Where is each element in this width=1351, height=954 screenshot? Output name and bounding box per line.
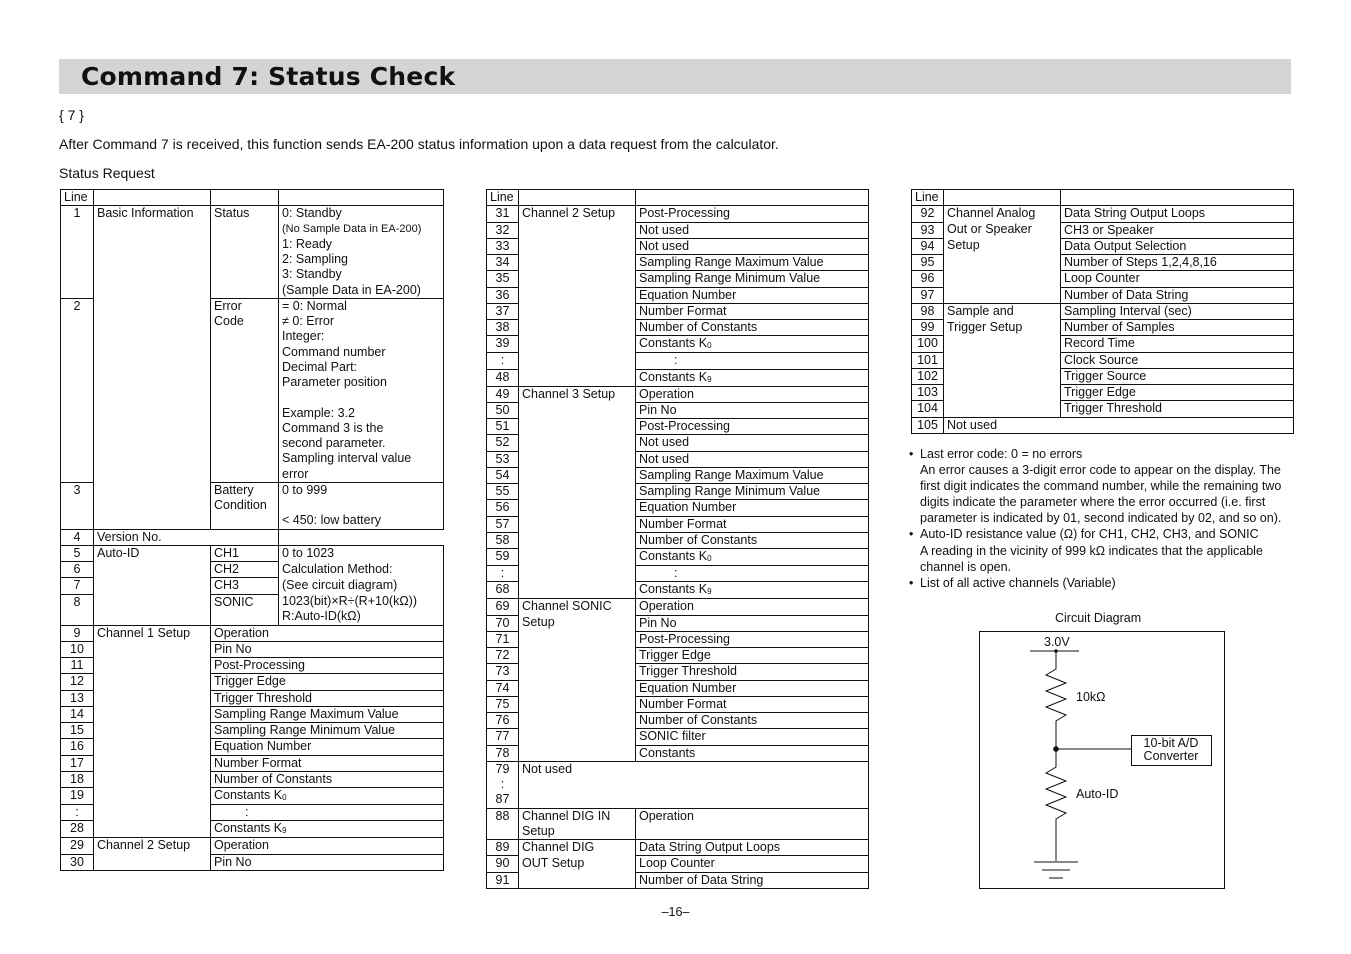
value-text: 1023(bit)×R÷(R+10(kΩ)) <box>279 594 444 609</box>
line-number: 55 <box>487 484 519 500</box>
item-label: Battery <box>211 482 279 498</box>
value-text: Operation <box>636 808 869 840</box>
line-number: 9 <box>61 625 94 641</box>
line-number: 29 <box>61 838 94 854</box>
value-text: Constants K0 <box>636 336 869 353</box>
value-text: Operation <box>636 386 869 402</box>
line-number: 48 <box>487 369 519 386</box>
line-number: 13 <box>61 690 94 706</box>
circuit-diagram-label: Circuit Diagram <box>1055 611 1142 625</box>
item-label: Version No. <box>94 529 279 545</box>
value-text: Pin No <box>211 641 444 657</box>
line-number: 74 <box>487 680 519 696</box>
line-number: 30 <box>61 854 94 870</box>
line-number: 101 <box>912 352 944 368</box>
value-text: Number Format <box>636 516 869 532</box>
group-label <box>519 729 636 745</box>
group-label <box>519 713 636 729</box>
value-text: Pin No <box>636 615 869 631</box>
page-title: Command 7: Status Check <box>81 62 456 91</box>
value-text: Trigger Edge <box>1061 385 1294 401</box>
value-text: Sampling Interval (sec) <box>1061 303 1294 319</box>
value-text: Calculation Method: <box>279 562 444 578</box>
value-text: Trigger Threshold <box>211 690 444 706</box>
line-number: 91 <box>487 872 519 888</box>
line-number: 59 <box>487 549 519 566</box>
status-table-1 <box>60 189 444 871</box>
line-number: 58 <box>487 532 519 548</box>
value-text: Not used <box>636 435 869 451</box>
item-label: Condition <box>211 498 279 513</box>
value-text: ≠ 0: Error <box>279 314 444 329</box>
group-label: OUT Setup <box>519 856 636 872</box>
line-number: 1 <box>61 206 94 299</box>
value-text: second parameter. <box>279 436 444 451</box>
group-label <box>944 271 1061 287</box>
value-text: : <box>636 566 869 582</box>
line-number: 90 <box>487 856 519 872</box>
value-text: Post-Processing <box>211 658 444 674</box>
line-number: 75 <box>487 696 519 712</box>
resistor-label: 10kΩ <box>1076 690 1106 704</box>
value-text: Not used <box>636 238 869 254</box>
value-text: Data String Output Loops <box>636 840 869 856</box>
line-number: 77 <box>487 729 519 745</box>
value-text: Pin No <box>636 402 869 418</box>
group-label <box>519 664 636 680</box>
line-number: 98 <box>912 303 944 319</box>
line-number: 97 <box>912 287 944 303</box>
item-label: Code <box>211 314 279 482</box>
group-label: Basic Information <box>94 206 211 529</box>
value-text: 3: Standby <box>279 267 444 282</box>
value-text: Equation Number <box>636 500 869 516</box>
value-text: Not used <box>636 451 869 467</box>
line-number: 76 <box>487 713 519 729</box>
line-number: 17 <box>61 755 94 771</box>
value-text: 0 to 1023 <box>279 545 444 561</box>
line-number: 50 <box>487 402 519 418</box>
group-label: Channel DIG <box>519 840 636 856</box>
group-label <box>944 368 1061 384</box>
group-label: Channel 1 Setup <box>94 625 211 838</box>
value-text: SONIC filter <box>636 729 869 745</box>
line-number: : <box>487 777 519 792</box>
line-number: 99 <box>912 320 944 336</box>
line-number: 70 <box>487 615 519 631</box>
line-number: : <box>487 353 519 369</box>
line-number: 88 <box>487 808 519 840</box>
line-number: 39 <box>487 336 519 353</box>
group-label: Channel 2 Setup <box>94 838 211 871</box>
group-label <box>519 648 636 664</box>
subscript: 9 <box>282 826 287 836</box>
value-text: Number Format <box>211 755 444 771</box>
line-number: 51 <box>487 419 519 435</box>
value-text: 1: Ready <box>279 237 444 252</box>
group-label: Setup <box>519 615 636 631</box>
bullet: • <box>909 575 914 590</box>
value-text: Loop Counter <box>1061 271 1294 287</box>
value-text: Trigger Edge <box>636 648 869 664</box>
line-number: 28 <box>61 821 94 838</box>
value-text: Number of Data String <box>636 872 869 888</box>
bullet: • <box>909 527 914 542</box>
line-number: 102 <box>912 368 944 384</box>
line-number: 105 <box>912 417 944 433</box>
subscript: 9 <box>707 374 712 384</box>
note-body: A reading in the vicinity of 999 kΩ indicates that the applicable channel is open. <box>920 543 1263 574</box>
line-number: 2 <box>61 298 94 482</box>
group-label <box>944 352 1061 368</box>
line-header: Line <box>912 190 944 206</box>
group-label: Setup <box>519 824 636 840</box>
value-text: Number Format <box>636 696 869 712</box>
value-text: Operation <box>211 625 444 641</box>
value-text: Number of Constants <box>636 713 869 729</box>
line-number: 104 <box>912 401 944 417</box>
value-text: Data String Output Loops <box>1061 206 1294 222</box>
group-label: Channel DIG IN <box>519 808 636 824</box>
value-text: : <box>211 805 444 821</box>
line-number: 4 <box>61 529 94 545</box>
value-text: Constants <box>636 745 869 761</box>
line-number: 72 <box>487 648 519 664</box>
line-number: 35 <box>487 271 519 287</box>
circuit-diagram <box>979 631 1225 889</box>
value-text: Sampling Range Minimum Value <box>636 484 869 500</box>
group-label: Channel SONIC <box>519 599 636 615</box>
value-text: Sampling interval value <box>279 451 444 466</box>
notes <box>909 446 1299 591</box>
item-label: Status <box>211 206 279 299</box>
value-text: Sampling Range Minimum Value <box>211 723 444 739</box>
note-body: An error causes a 3-digit error code to appear on the display. The first digit indicates the command number, while the remaining two digits indicate the parameter where the error occurred (i.e. first parameter is indicated by 01, second indicated by 02, and so on). <box>920 463 1282 526</box>
value-text: Example: 3.2 <box>279 406 444 421</box>
voltage-label: 3.0V <box>1044 635 1070 649</box>
value-text: Equation Number <box>211 739 444 755</box>
note-title: Auto-ID resistance value (Ω) for CH1, CH2, CH3, and SONIC <box>920 527 1259 542</box>
subscript: 0 <box>707 554 712 563</box>
description: After Command 7 is received, this function sends EA-200 status information upon a data request from the calculator. <box>59 136 779 152</box>
item-label: CH2 <box>211 562 279 578</box>
value-text: Equation Number <box>636 287 869 303</box>
value-text: Number of Samples <box>1061 320 1294 336</box>
line-number: 87 <box>487 792 519 808</box>
group-label <box>519 745 636 761</box>
value-text: Constants K0 <box>211 788 444 805</box>
section-label: Status Request <box>59 165 155 181</box>
subscript: 9 <box>707 587 712 597</box>
note-title: Last error code: 0 = no errors <box>920 447 1083 461</box>
line-number: 10 <box>61 641 94 657</box>
value-text: Trigger Edge <box>211 674 444 690</box>
group-label: Channel 3 Setup <box>519 386 636 599</box>
value-text: error <box>279 467 444 483</box>
line-number: 11 <box>61 658 94 674</box>
value-text: Not used <box>944 417 1294 433</box>
line-number: 94 <box>912 238 944 254</box>
value-text: < 450: low battery <box>279 513 444 529</box>
value-text: (No Sample Data in EA-200) <box>279 222 444 237</box>
line-number: 38 <box>487 320 519 336</box>
note-title: List of all active channels (Variable) <box>920 575 1116 590</box>
value-text: Number of Constants <box>636 320 869 336</box>
command-code: { 7 } <box>59 107 84 123</box>
value-text: Not used <box>636 222 869 238</box>
line-number: 32 <box>487 222 519 238</box>
item-label: CH3 <box>211 578 279 594</box>
value-text: Command 3 is the <box>279 421 444 436</box>
value-text: Equation Number <box>636 680 869 696</box>
line-number: 19 <box>61 788 94 805</box>
line-number: 96 <box>912 271 944 287</box>
value-text: Number Format <box>636 303 869 319</box>
value-text: 0: Standby <box>279 206 444 222</box>
value-text: Post-Processing <box>636 631 869 647</box>
line-number: 73 <box>487 664 519 680</box>
line-number: : <box>487 566 519 582</box>
resistor-autoid <box>1046 749 1066 861</box>
status-table-2 <box>486 189 869 889</box>
line-number: 15 <box>61 723 94 739</box>
value-text: Sampling Range Minimum Value <box>636 271 869 287</box>
line-number: 12 <box>61 674 94 690</box>
line-number: 8 <box>61 594 94 625</box>
value-text: CH3 or Speaker <box>1061 222 1294 238</box>
value-text: Constants K9 <box>636 582 869 599</box>
value-text: Sampling Range Maximum Value <box>211 706 444 722</box>
value-text: 2: Sampling <box>279 252 444 267</box>
line-number: 93 <box>912 222 944 238</box>
group-label: Auto-ID <box>94 545 211 625</box>
value-text: (Sample Data in EA-200) <box>279 283 444 299</box>
value-text: Constants K9 <box>636 369 869 386</box>
line-header: Line <box>487 190 519 206</box>
value-text: Sampling Range Maximum Value <box>636 467 869 483</box>
line-number: 53 <box>487 451 519 467</box>
status-table-3 <box>911 189 1294 434</box>
value-text: Integer: <box>279 329 444 344</box>
subscript: 0 <box>707 341 712 351</box>
value-text: = 0: Normal <box>279 298 444 314</box>
value-text: Pin No <box>211 854 444 870</box>
line-number: 49 <box>487 386 519 402</box>
line-number: 34 <box>487 255 519 271</box>
group-label <box>519 680 636 696</box>
group-label <box>519 696 636 712</box>
value-text: : <box>636 353 869 369</box>
group-label: Channel 2 Setup <box>519 206 636 386</box>
item-label: Error <box>211 298 279 314</box>
line-number: 78 <box>487 745 519 761</box>
line-number: 36 <box>487 287 519 303</box>
group-label: Not used <box>519 761 869 808</box>
value-text: Record Time <box>1061 336 1294 352</box>
value-text: Constants K0 <box>636 549 869 566</box>
adc-label-2: Converter <box>1143 749 1199 763</box>
line-number: 56 <box>487 500 519 516</box>
group-label: Trigger Setup <box>944 320 1061 336</box>
line-number: 100 <box>912 336 944 352</box>
item-label: SONIC <box>211 594 279 625</box>
value-text: Trigger Threshold <box>636 664 869 680</box>
line-number: 16 <box>61 739 94 755</box>
title-bar <box>59 59 1291 94</box>
value-text: Command number <box>279 345 444 360</box>
line-number: 52 <box>487 435 519 451</box>
group-label <box>944 255 1061 271</box>
group-label <box>519 631 636 647</box>
group-label <box>944 336 1061 352</box>
value-text: Operation <box>211 838 444 854</box>
line-number: 5 <box>61 545 94 561</box>
group-label <box>944 401 1061 417</box>
value-text: Loop Counter <box>636 856 869 872</box>
value-text: Post-Processing <box>636 206 869 222</box>
adc-label-1: 10-bit A/D <box>1143 736 1199 750</box>
resistor-10k <box>1046 651 1066 749</box>
line-number: 33 <box>487 238 519 254</box>
line-number: 92 <box>912 206 944 222</box>
line-number: 7 <box>61 578 94 594</box>
group-label: Setup <box>944 238 1061 254</box>
page-number: –16– <box>661 905 690 919</box>
bullet: • <box>909 447 914 461</box>
autoid-label: Auto-ID <box>1076 787 1119 801</box>
item-label: CH1 <box>211 545 279 561</box>
value-text: Sampling Range Maximum Value <box>636 255 869 271</box>
line-number: : <box>61 805 94 821</box>
line-number: 37 <box>487 303 519 319</box>
group-label <box>944 385 1061 401</box>
value-text: Trigger Source <box>1061 368 1294 384</box>
line-number: 54 <box>487 467 519 483</box>
value-text: Number of Constants <box>636 532 869 548</box>
value-text: (See circuit diagram) <box>279 578 444 594</box>
value-text: Clock Source <box>1061 352 1294 368</box>
value-text: Post-Processing <box>636 419 869 435</box>
value-text: Decimal Part: <box>279 360 444 375</box>
value-text: Parameter position <box>279 375 444 390</box>
line-number: 6 <box>61 562 94 578</box>
value-text: Number of Steps 1,2,4,8,16 <box>1061 255 1294 271</box>
line-header: Line <box>61 190 94 206</box>
line-number: 3 <box>61 482 94 529</box>
value-text: R:Auto-ID(kΩ) <box>279 609 444 625</box>
value-text: Data Output Selection <box>1061 238 1294 254</box>
group-label: Out or Speaker <box>944 222 1061 238</box>
line-number: 14 <box>61 706 94 722</box>
subscript: 0 <box>282 793 287 802</box>
value-text: Number of Constants <box>211 771 444 787</box>
group-label: Channel Analog <box>944 206 1061 222</box>
value-text: 0 to 999 <box>279 482 444 498</box>
line-number: 31 <box>487 206 519 222</box>
line-number: 69 <box>487 599 519 615</box>
line-number: 18 <box>61 771 94 787</box>
value-text: Constants K9 <box>211 821 444 838</box>
line-number: 68 <box>487 582 519 599</box>
line-number: 71 <box>487 631 519 647</box>
line-number: 79 <box>487 761 519 777</box>
value-text: Trigger Threshold <box>1061 401 1294 417</box>
line-number: 89 <box>487 840 519 856</box>
value-text: Number of Data String <box>1061 287 1294 303</box>
value-text: Operation <box>636 599 869 615</box>
group-label: Sample and <box>944 303 1061 319</box>
line-number: 103 <box>912 385 944 401</box>
group-label <box>944 287 1061 303</box>
line-number: 57 <box>487 516 519 532</box>
line-number: 95 <box>912 255 944 271</box>
